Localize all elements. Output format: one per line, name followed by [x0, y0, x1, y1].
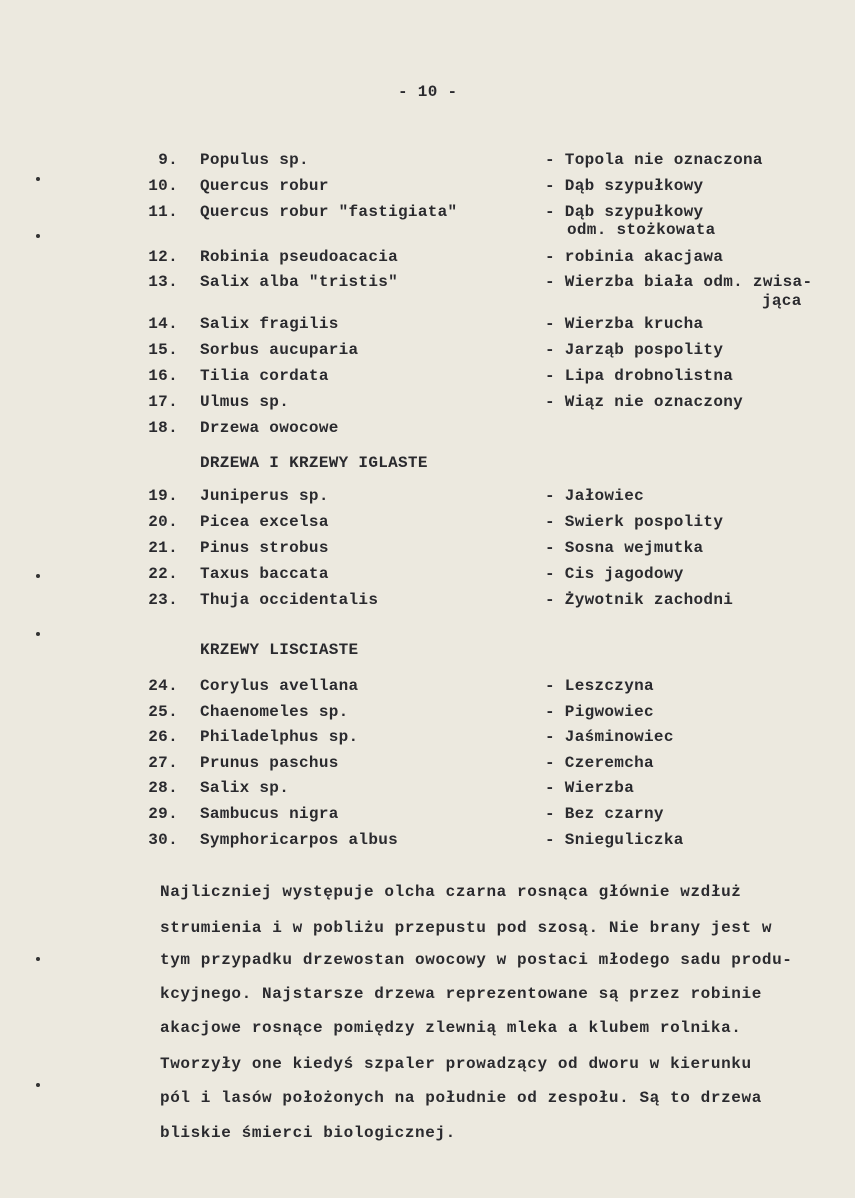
row-number: 23. — [148, 591, 178, 609]
paragraph-line: tym przypadku drzewostan owocowy w postaci młodego sadu produ- — [160, 951, 793, 969]
polish-name: - Dąb szypułkowy — [545, 203, 704, 221]
polish-name: - Wierzba — [545, 779, 635, 797]
row-number: 20. — [148, 513, 178, 531]
latin-name: Sambucus nigra — [200, 805, 339, 823]
row-number: 30. — [148, 831, 178, 849]
row-number: 21. — [148, 539, 178, 557]
paragraph-line: strumienia i w pobliżu przepustu pod szosą. Nie brany jest w — [160, 919, 773, 937]
polish-name: - Topola nie oznaczona — [545, 151, 763, 169]
latin-name: Robinia pseudoacacia — [200, 248, 399, 266]
paragraph-line: akacjowe rosnące pomiędzy zlewnią mleka a klubem rolnika. — [160, 1019, 742, 1037]
row-number: 28. — [148, 779, 178, 797]
row-number: 19. — [148, 487, 178, 505]
polish-name: - Żywotnik zachodni — [545, 591, 734, 609]
row-number: 15. — [148, 341, 178, 359]
latin-name: Taxus baccata — [200, 565, 329, 583]
polish-name: - Dąb szypułkowy — [545, 177, 704, 195]
polish-name: - Jałowiec — [545, 487, 645, 505]
polish-name: - Czeremcha — [545, 754, 654, 772]
row-number: 9. — [158, 151, 178, 169]
punch-mark — [36, 1083, 40, 1087]
paragraph-line: Tworzyły one kiedyś szpaler prowadzący od dworu w kierunku — [160, 1055, 752, 1073]
row-number: 10. — [148, 177, 178, 195]
row-number: 29. — [148, 805, 178, 823]
polish-name: - Wierzba krucha — [545, 315, 704, 333]
polish-name: - Bez czarny — [545, 805, 664, 823]
polish-name: - Jaśminowiec — [545, 728, 674, 746]
punch-mark — [36, 957, 40, 961]
polish-name: - Jarząb pospolity — [545, 341, 724, 359]
latin-name: Quercus robur "fastigiata" — [200, 203, 458, 221]
latin-name: Picea excelsa — [200, 513, 329, 531]
latin-name: Chaenomeles sp. — [200, 703, 349, 721]
section-heading-deciduous-shrubs: KRZEWY LISCIASTE — [200, 641, 359, 659]
paragraph-line: bliskie śmierci biologicznej. — [160, 1124, 456, 1142]
row-number: 16. — [148, 367, 178, 385]
row-number: 22. — [148, 565, 178, 583]
latin-name: Salix sp. — [200, 779, 290, 797]
polish-name: - Wierzba biała odm. zwisa- — [545, 273, 813, 291]
latin-name: Tilia cordata — [200, 367, 329, 385]
page-number: - 10 - — [398, 83, 458, 101]
polish-name-continued: odm. stożkowata — [567, 221, 716, 239]
latin-name: Thuja occidentalis — [200, 591, 379, 609]
section-heading-conifers: DRZEWA I KRZEWY IGLASTE — [200, 454, 428, 472]
polish-name-continued: jąca — [762, 292, 802, 310]
paragraph-line: Najliczniej występuje olcha czarna rosnąca głównie wzdłuż — [160, 883, 742, 901]
latin-name: Prunus paschus — [200, 754, 339, 772]
polish-name: - Leszczyna — [545, 677, 654, 695]
row-number: 27. — [148, 754, 178, 772]
row-number: 13. — [148, 273, 178, 291]
paragraph-line: kcyjnego. Najstarsze drzewa reprezentowane są przez robinie — [160, 985, 762, 1003]
polish-name: - Wiąz nie oznaczony — [545, 393, 744, 411]
latin-name: Symphoricarpos albus — [200, 831, 399, 849]
latin-name: Ulmus sp. — [200, 393, 290, 411]
latin-name: Quercus robur — [200, 177, 329, 195]
polish-name: - Swierk pospolity — [545, 513, 724, 531]
polish-name: - Pigwowiec — [545, 703, 654, 721]
polish-name: - Snieguliczka — [545, 831, 684, 849]
latin-name: Drzewa owocowe — [200, 419, 339, 437]
punch-mark — [36, 177, 40, 181]
row-number: 24. — [148, 677, 178, 695]
row-number: 18. — [148, 419, 178, 437]
polish-name: - robinia akacjawa — [545, 248, 724, 266]
latin-name: Salix alba "tristis" — [200, 273, 399, 291]
row-number: 14. — [148, 315, 178, 333]
row-number: 26. — [148, 728, 178, 746]
latin-name: Sorbus aucuparia — [200, 341, 359, 359]
row-number: 17. — [148, 393, 178, 411]
polish-name: - Sosna wejmutka — [545, 539, 704, 557]
paragraph-line: pól i lasów położonych na południe od zespołu. Są to drzewa — [160, 1089, 762, 1107]
latin-name: Populus sp. — [200, 151, 309, 169]
row-number: 11. — [148, 203, 178, 221]
latin-name: Juniperus sp. — [200, 487, 329, 505]
latin-name: Philadelphus sp. — [200, 728, 359, 746]
polish-name: - Cis jagodowy — [545, 565, 684, 583]
punch-mark — [36, 234, 40, 238]
row-number: 12. — [148, 248, 178, 266]
latin-name: Salix fragilis — [200, 315, 339, 333]
latin-name: Pinus strobus — [200, 539, 329, 557]
punch-mark — [36, 632, 40, 636]
polish-name: - Lipa drobnolistna — [545, 367, 734, 385]
punch-mark — [36, 574, 40, 578]
latin-name: Corylus avellana — [200, 677, 359, 695]
row-number: 25. — [148, 703, 178, 721]
